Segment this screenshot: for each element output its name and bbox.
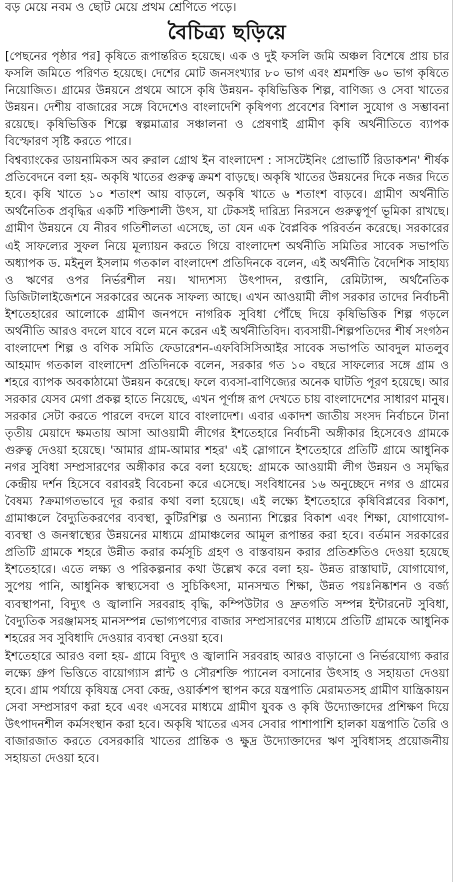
article-headline: বৈচিত্র্য ছড়িয়ে xyxy=(167,20,287,44)
article-paragraph-3: ইশতেহারে আরও বলা হয়- গ্রামে বিদ্যুৎ ও জ্বালানি সরবরাহ আরও বাড়ানো ও নির্ভরযোগ্য করার লক্ষ্যে গ্রুপ ভিত্তিতে বায়োগ্যাস প্লান্ট ও সৌরশক্তি প্যানেল বসানোর উৎসাহ ও সহায়তা দেওয়া হবে। গ্রাম পর্যায়ে কৃষিযন্ত্র সেবা কেন্দ্র, ওয়ার্কশপ স্থাপন করে যন্ত্রপাতি মেরামতসহ গ্রামীণ যান্ত্রিকায়ন সেবা সম্প্রসারণ করা হবে এবং এসবের মাধ্যমে গ্রামীণ যুবক ও কৃষি উদ্যোক্তাদের প্রশিক্ষণ দিয়ে উৎপাদনশীল কর্মসংস্থান করা হবে। অকৃষি খাতের এসব সেবার পাশাপাশি হালকা যন্ত্রপাতি তৈরি ও বাজারজাত করতে বেসরকারি খাতের প্রান্তিক ও ক্ষুদ্র উদ্যোক্তাদের ঋণ সুবিধাসহ প্রয়োজনীয় সহায়তা দেওয়া হবে। xyxy=(5,648,449,765)
article-paragraph-2: বিশ্বব্যাংকের ডায়নামিকস অব রুরাল গ্রোথ ইন বাংলাদেশ : সাসটেইনিং প্রোভার্টি রিডাকশন' শীর্ষক প্রতিবেদনে বলা হয়- অকৃষি খাতের গুরুত্ব ক্রমশ বাড়ছে। অকৃষি খাতের উন্নয়নের দিকে নজর দিতে হবে। কৃষি খাতে ১০ শতাংশ আয় বাড়লে, অকৃষি খাতে ৬ শতাংশ বাড়বে। গ্রামীণ অর্থনীতি অর্থনৈতিক প্রবৃদ্ধির একটি শক্তিশালী উৎস, যা টেকসই দারিদ্র্য নিরসনে গুরুত্বপূর্ণ ভূমিকা রাখছে। গ্রামীণ উন্নয়নে যে নীরব গতিশীলতা এসেছে, তা যেন এক বৈপ্লবিক পরিবর্তন করেছে। সরকারের এই সাফল্যের সুফল নিয়ে মূল্যায়ন করতে গিয়ে বাংলাদেশ অর্থনীতি সমিতির সাবেক সভাপতি অধ্যাপক ড. মইনুল ইসলাম গতকাল বাংলাদেশ প্রতিদিনকে বলেন, এই অর্থনীতি বৈদেশিক সাহায্য ও ঋণের ওপর নির্ভরশীল নয়। খাদ্যশস্য উৎপাদন, রপ্তানি, রেমিট্যান্স, অর্থনৈতিক ডিজিটালাইজেশনে সরকারের অনেক সাফল্য আছে। এখন আওয়ামী লীগ সরকার তাদের নির্বাচনী ইশতেহারের আলোকে গ্রামীণ জনপদে নাগরিক সুবিধা পৌঁছে দিয়ে কৃষিভিত্তিক শিল্প গড়লে অর্থনীতি আরও বদলে যাবে বলে মনে করেন এই অর্থনীতিবিদ। ব্যবসায়ী-শিল্পপতিদের শীর্ষ সংগঠন বাংলাদেশ শিল্প ও বণিক সমিতি ফেডারেশন-এফবিসিসিআইর সাবেক সভাপতি আবদুল মাতলুব আহমাদ গতকাল বাংলাদেশ প্রতিদিনকে বলেন, সরকার গত ১০ বছরে সাফল্যের সঙ্গে গ্রাম ও শহরে ব্যাপক অবকাঠামো উন্নয়ন করেছে। ফলে ব্যবসা-বাণিজ্যের অনেক ঘাটতি পূরণ হয়েছে। আর সরকার যেসব মেগা প্রকল্প হাতে নিয়েছে, এখন পূর্ণাঙ্গ রূপ দেখতে চায় বাংলাদেশের সাধারণ মানুষ। সরকার সেটা করতে পারলে বদলে যাবে বাংলাদেশ। এবার একাদশ জাতীয় সংসদ নির্বাচনে টানা তৃতীয় মেয়াদে ক্ষমতায় আসা আওয়ামী লীগের ইশতেহারে নির্বাচনী অঙ্গীকার হিসেবেও গ্রামকে গুরুত্ব দেওয়া হয়েছে। 'আমার গ্রাম-আমার শহর' এই স্লোগানে ইশতেহারে প্রতিটি গ্রামে আধুনিক নগর সুবিধা সম্প্রসারণের অঙ্গীকার করে বলা হয়েছে: গ্রামকে আওয়ামী লীগ উন্নয়ন ও সমৃদ্ধির কেন্দ্রীয় দর্শন হিসেবে বরাবরই বিবেচনা করে এসেছে। সংবিধানের ১৬ অনুচ্ছেদে নগর ও গ্রামের বৈষম্য ?ক্রমাগতভাবে দূর করার কথা বলা হয়েছে। এই লক্ষ্যে ইশতেহারে কৃষিবিপ্লবের বিকাশ, গ্রামাঞ্চলে বৈদ্যুতিকরণের ব্যবস্থা, কুটিরশিল্প ও অন্যান্য শিল্পের বিকাশ এবং শিক্ষা, যোগাযোগ-ব্যবস্থা ও জনস্বাস্থ্যের উন্নয়নের মাধ্যমে গ্রামাঞ্চলের আমূল রূপান্তর করা হবে। বর্তমান সরকারের প্রতিটি গ্রামকে শহরে উন্নীত করার কর্মসূচি গ্রহণ ও বাস্তবায়ন করার প্রতিশ্রুতিও দেওয়া হয়েছে ইশতেহারে। এতে লক্ষ্য ও পরিকল্পনার কথা উল্লেখ করে বলা হয়- উন্নত রাস্তাঘাট, যোগাযোগ, সুপেয় পানি, আধুনিক স্বাস্থ্যসেবা ও সুচিকিৎসা, মানসম্মত শিক্ষা, উন্নত পয়ঃনিষ্কাশন ও বর্জ্য ব্যবস্থাপনা, বিদ্যুৎ ও জ্বালানি সরবরাহ বৃদ্ধি, কম্পিউটার ও দ্রুতগতি সম্পন্ন ইন্টারনেট সুবিধা, বৈদ্যুতিক সরঞ্জামসহ মানসম্পন্ন ভোগ্যপণ্যের বাজার সম্প্রসারণের মাধ্যমে প্রতিটি গ্রামকে আধুনিক শহরের সব সুবিধাদি দেওয়ার ব্যবস্থা নেওয়া হবে। xyxy=(5,153,449,645)
article-body xyxy=(5,48,449,767)
article-paragraph-1: [পেছনের পৃষ্ঠার পর] কৃষিতে রূপান্তরিত হয়েছে। এক ও দুই ফসলি জমি অঞ্চল বিশেষে প্রায় চার ফসলি জমিতে পরিণত হয়েছে। দেশের মোট জনসংখ্যার ৮০ ভাগ এবং শ্রমশক্তি ৬০ ভাগ কৃষিতে নিয়োজিত। গ্রামের উন্নয়নে প্রথমে আসে কৃষি উন্নয়ন- কৃষিভিত্তিক শিল্প, বাণিজ্য ও সেবা খাতের উন্নয়ন। দেশীয় বাজারের সঙ্গে বিদেশেও বাংলাদেশি কৃষিপণ্য প্রবেশের বিশাল সুযোগ ও সম্ভাবনা রয়েছে। কৃষিভিত্তিক শিল্পে স্বল্পমাত্রার সঞ্চালনা ও প্রেষণাই গ্রামীণ কৃষি অর্থনীতিতে ব্যাপক বিস্ফোরণ সৃষ্টি করতে পারে। xyxy=(5,49,449,149)
previous-article-fragment: বড় মেয়ে নবম ও ছোট মেয়ে প্রথম শ্রেণিতে পড়ে। xyxy=(5,0,237,14)
